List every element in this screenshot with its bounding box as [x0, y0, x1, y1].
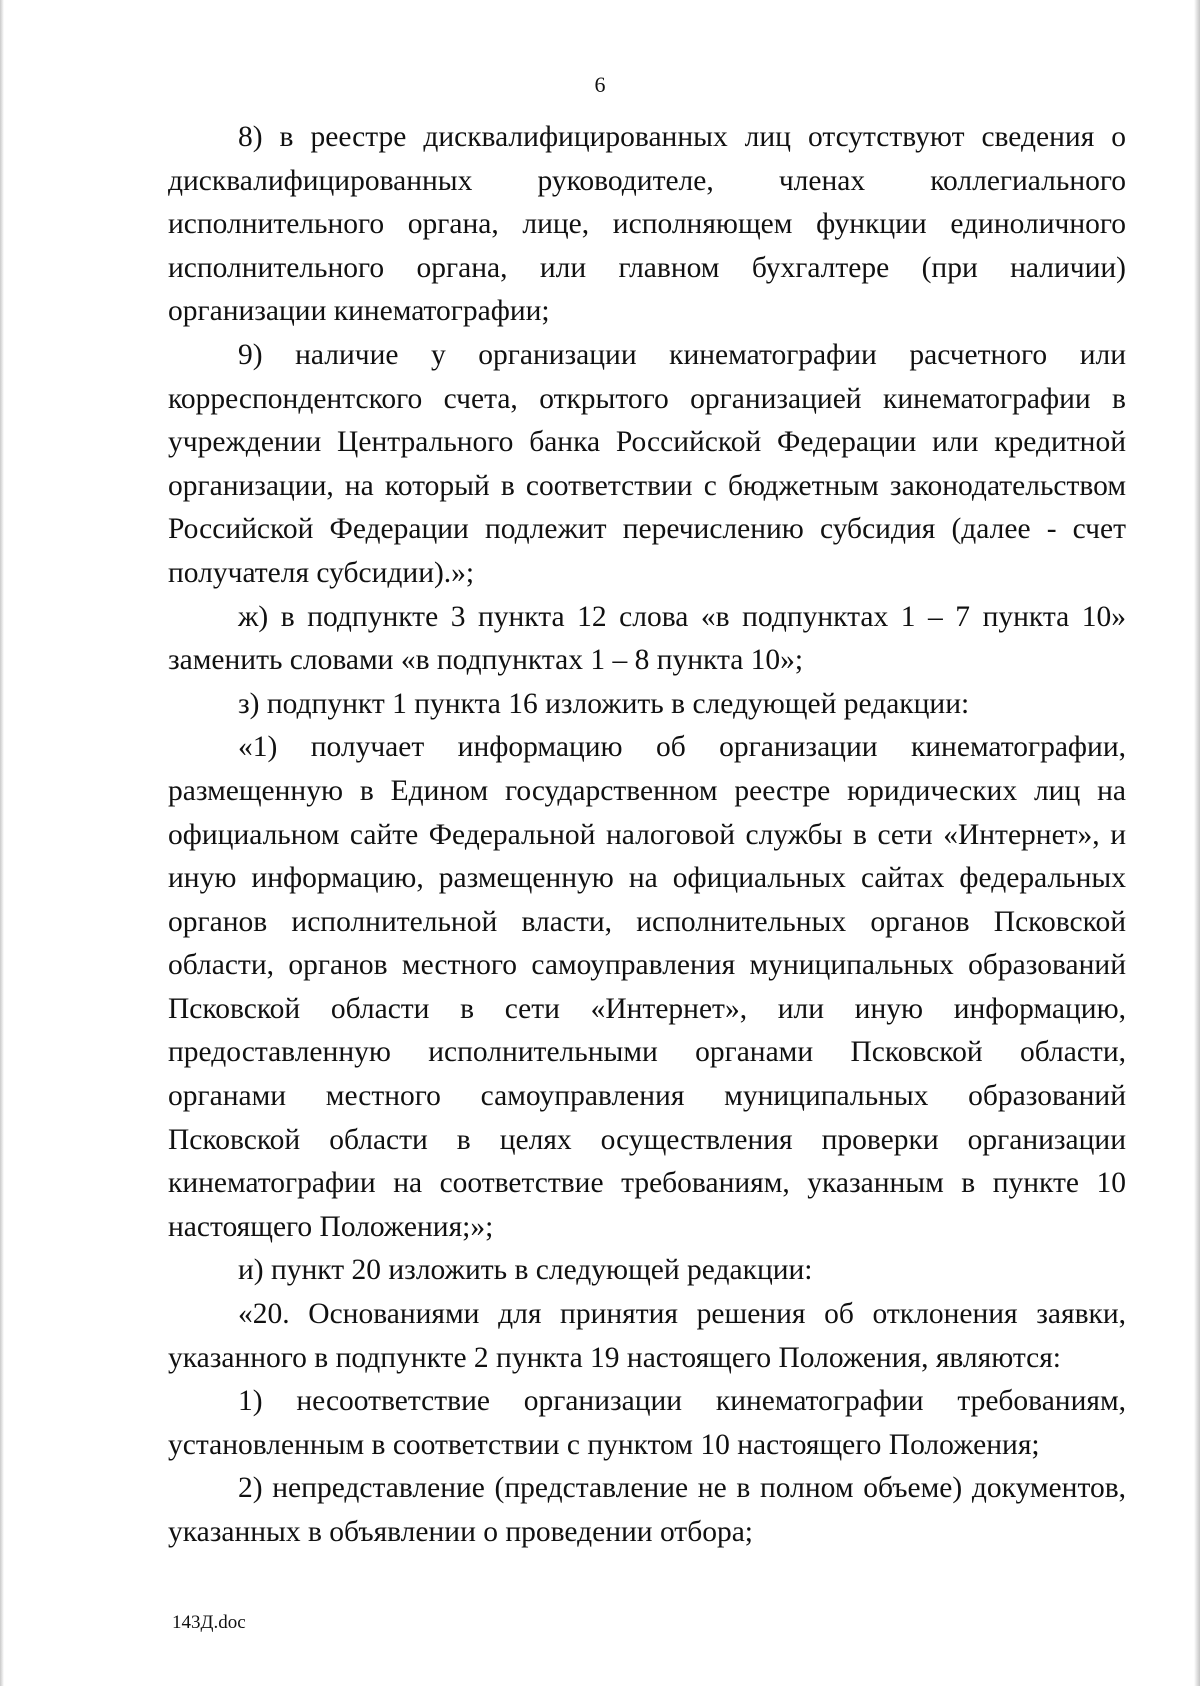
paragraph-quoted-item-20: «20. Основаниями для принятия решения об отклонения заявки, указанного в подпункте 2 пункта 19 настоящего Положения, являются: — [168, 1298, 1126, 1374]
footer-filename: 143Д.doc — [172, 1612, 246, 1633]
paragraph-grounds-2: 2) непредставление (представление не в полном объеме) документов, указанных в объявлении о проведении отбора; — [168, 1472, 1126, 1548]
paragraph-item-9: 9) наличие у организации кинематографии расчетного или корреспондентского счета, открытого организацией кинематографии в учреждении Центрального банка Российской Федерации или кредитной организации, на который в соответствии с бюджетным законодательством Российской Федерации подлежит перечислению субсидия (далее - счет получателя субсидии).»; — [168, 338, 1126, 589]
scan-edge-left — [0, 0, 4, 1686]
page-number: 6 — [594, 72, 606, 97]
document-body — [168, 116, 1126, 1555]
paragraph-item-8: 8) в реестре дисквалифицированных лиц отсутствуют сведения о дисквалифицированных руководителе, членах коллегиального исполнительного органа, лице, исполняющем функции единоличного исполнительного органа, или главном бухгалтере (при наличии) организации кинематографии; — [168, 121, 1126, 328]
paragraph-subitem-i: и) пункт 20 изложить в следующей редакции: — [238, 1254, 813, 1287]
paragraph-grounds-1: 1) несоответствие организации кинематографии требованиям, установленным в соответствии с пунктом 10 настоящего Положения; — [168, 1385, 1126, 1461]
paragraph-quoted-item-1: «1) получает информацию об организации кинематографии, размещенную в Едином государственном реестре юридических лиц на официальном сайте Федеральной налоговой службы в сети «Интернет», и иную информацию, размещенную на официальных сайтах федеральных органов исполнительной власти, исполнительных органов Псковской области, органов местного самоуправления муниципальных образований Псковской области в сети «Интернет», или иную информацию, предоставленную исполнительными органами Псковской области, органами местного самоуправления муниципальных образований Псковской области в целях осуществления проверки организации кинематографии на соответствие требованиям, указанным в пункте 10 настоящего Положения;»; — [168, 731, 1126, 1243]
scan-edge-right — [1194, 0, 1200, 1686]
paragraph-subitem-z: з) подпункт 1 пункта 16 изложить в следующей редакции: — [238, 687, 970, 720]
paragraph-subitem-zh: ж) в подпункте 3 пункта 12 слова «в подпунктах 1 – 7 пункта 10» заменить словами «в подпунктах 1 – 8 пункта 10»; — [168, 600, 1126, 677]
